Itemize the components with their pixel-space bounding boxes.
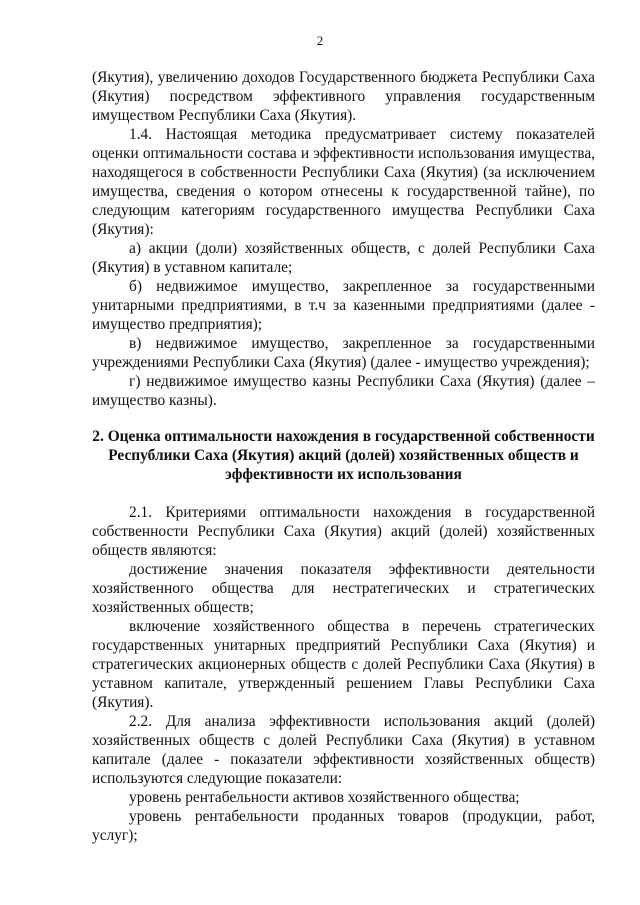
criterion-item: достижение значения показателя эффективности деятельности хозяйственного общества для нестратегических и стратегических хозяйственных обществ; bbox=[92, 561, 595, 616]
indicator-item: уровень рентабельности активов хозяйственного общества; bbox=[129, 789, 520, 806]
list-item-b: б) недвижимое имущество, закрепленное за государственными унитарными предприятиями, в т.ч за казенными предприятиями (далее - имущество предприятия); bbox=[92, 278, 595, 333]
list-item-v: в) недвижимое имущество, закрепленное за государственными учреждениями Республики Саха (Якутия) (далее - имущество учреждения); bbox=[92, 335, 595, 371]
indicator-item: уровень рентабельности проданных товаров (продукции, работ, услуг); bbox=[92, 808, 595, 844]
spacer bbox=[92, 484, 595, 503]
page-number: 2 bbox=[316, 33, 324, 48]
section-heading: 2. Оценка оптимальности нахождения в государственной собственности Республики Саха (Якутия) акций (долей) хозяйственных обществ и эффективности их использования bbox=[92, 428, 595, 483]
paragraph-2-2: 2.2. Для анализа эффективности использования акций (долей) хозяйственных обществ с долей Республики Саха (Якутия) в уставном капитале (далее - показатели эффективности хозяйственных обществ) используются следующие показатели: bbox=[92, 713, 595, 787]
list-item-g: г) недвижимое имущество казны Республики Саха (Якутия) (далее – имущество казны). bbox=[92, 373, 595, 409]
document-body bbox=[92, 68, 595, 845]
list-item-a: а) акции (доли) хозяйственных обществ, с долей Республики Саха (Якутия) в уставном капитале; bbox=[92, 240, 595, 276]
paragraph-2-1: 2.1. Критериями оптимальности нахождения в государственной собственности Республики Саха (Якутия) акций (долей) хозяйственных обществ являются: bbox=[92, 504, 595, 559]
paragraph-1-4: 1.4. Настоящая методика предусматривает систему показателей оценки оптимальности состава и эффективности использования имущества, находящегося в собственности Республики Саха (Якутия) (за исключением имущества, сведения о котором отнесены к государственной тайне), по следующим категориям государственного имущества Республики Саха (Якутия): bbox=[92, 126, 595, 238]
spacer bbox=[92, 410, 595, 427]
criterion-item: включение хозяйственного общества в перечень стратегических государственных унитарных предприятий Республики Саха (Якутия) и стратегических акционерных обществ с долей Республики Саха (Якутия) в уставном капитале, утвержденный решением Главы Республики Саха (Якутия). bbox=[92, 618, 595, 711]
paragraph-intro-continuation: (Якутия), увеличению доходов Государственного бюджета Республики Саха (Якутия) посредством эффективного управления государственным имуществом Республики Саха (Якутия). bbox=[92, 69, 595, 124]
